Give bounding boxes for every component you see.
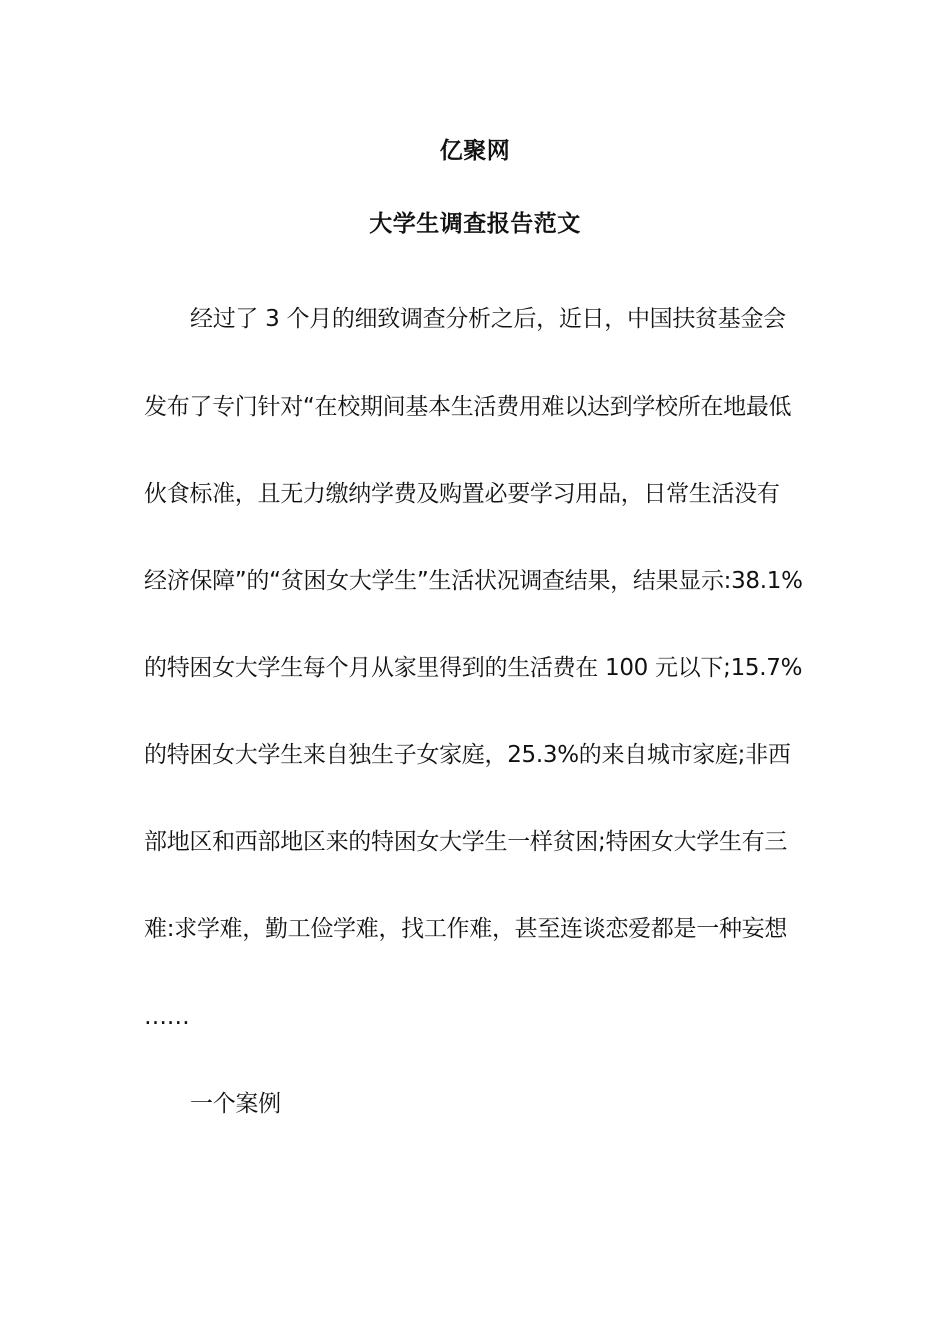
paragraph-line: 部地区和西部地区来的特困女大学生一样贫困;特困女大学生有三: [144, 829, 788, 855]
paragraph-line: 经过了 3 个月的细致调查分析之后，近日，中国扶贫基金会: [190, 306, 786, 332]
section-heading: 一个案例: [190, 1091, 281, 1117]
paragraph-line: ……: [144, 1004, 190, 1030]
paragraph-line: 的特困女大学生来自独生子女家庭，25.3%的来自城市家庭;非西: [144, 742, 791, 768]
paragraph-line: 的特困女大学生每个月从家里得到的生活费在 100 元以下;15.7%: [144, 655, 803, 681]
document-title: 大学生调查报告范文: [369, 211, 581, 237]
site-title: 亿聚网: [439, 138, 511, 164]
paragraph-line: 经济保障”的“贫困女大学生”生活状况调查结果，结果显示:38.1%: [144, 568, 803, 594]
paragraph-line: 伙食标准，且无力缴纳学费及购置必要学习用品，日常生活没有: [144, 481, 780, 507]
paragraph-line: 难:求学难，勤工俭学难，找工作难，甚至连谈恋爱都是一种妄想: [144, 916, 788, 942]
paragraph-line: 发布了专门针对“在校期间基本生活费用难以达到学校所在地最低: [144, 394, 792, 420]
